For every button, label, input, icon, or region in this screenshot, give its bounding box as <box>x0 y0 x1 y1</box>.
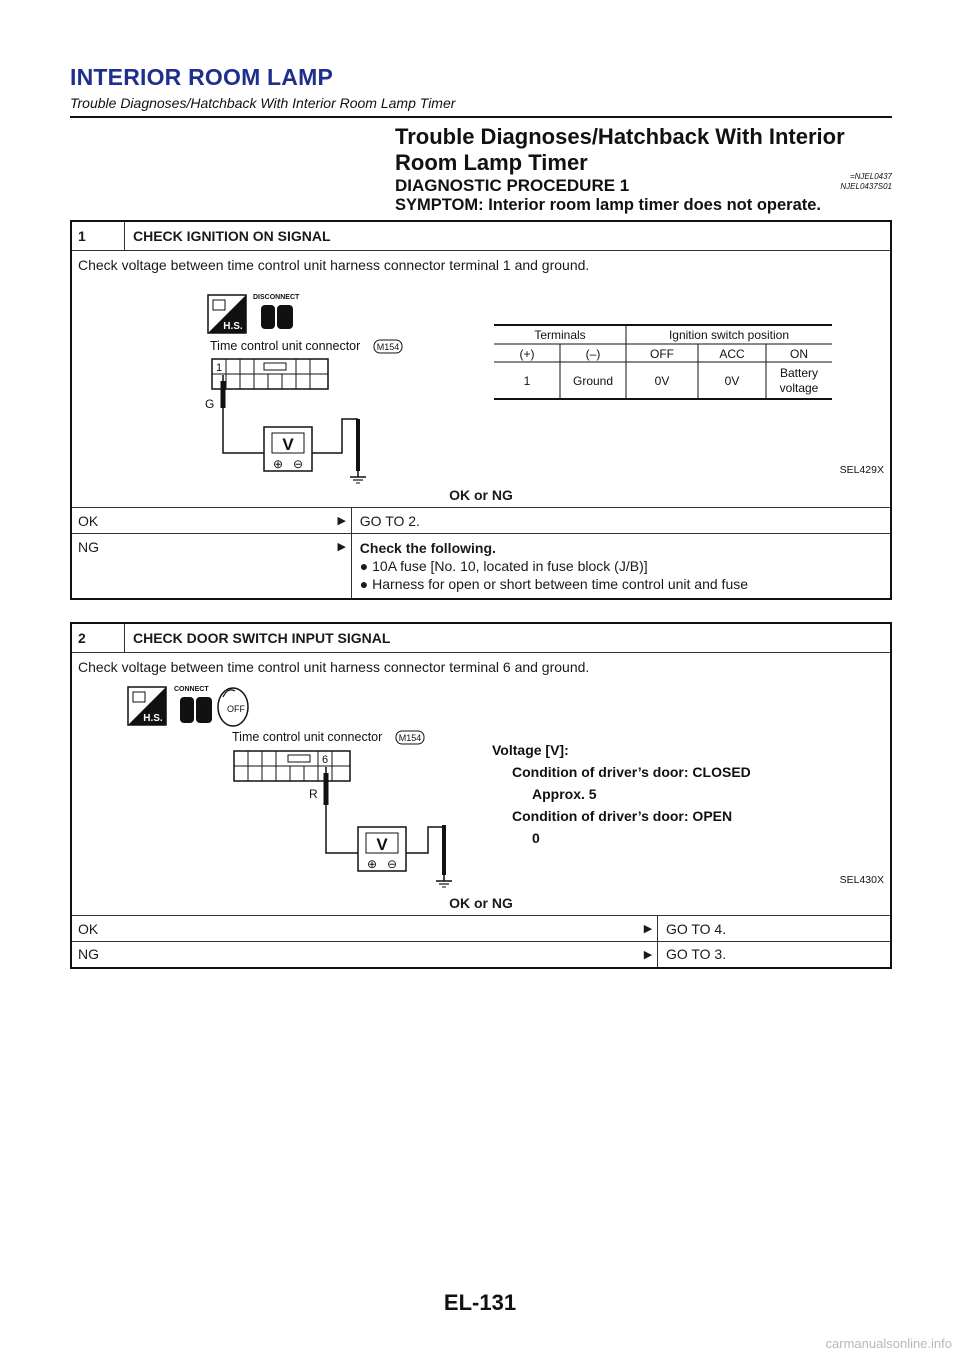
ng-check-title: Check the following. <box>359 540 496 556</box>
step-1-header <box>71 221 891 251</box>
ok-or-ng-label: OK or NG <box>449 487 513 503</box>
td-acc: 0V <box>724 374 740 388</box>
step-2-header <box>71 623 891 653</box>
arrow-right-icon: ▶ <box>333 508 352 534</box>
th-plus: (+) <box>519 347 535 361</box>
ground-symbol-icon <box>350 471 366 483</box>
ng-action: GO TO 3. <box>657 942 891 968</box>
step-2-figure <box>78 675 884 895</box>
connector-code: M154 <box>376 342 400 352</box>
meter-v: V <box>282 435 294 454</box>
hs-icon <box>208 295 246 333</box>
arrow-right-icon: ▶ <box>333 534 352 600</box>
arrow-right-icon: ▶ <box>639 916 658 942</box>
td-plus: 1 <box>523 374 531 388</box>
step-2-body <box>71 653 891 916</box>
disconnect-icon <box>253 294 300 329</box>
step-2-diagram <box>78 675 884 895</box>
procedure-code: NJEL0437S01 <box>840 182 892 191</box>
voltmeter-icon <box>358 827 406 871</box>
watermark: carmanualsonline.info <box>825 1336 952 1351</box>
voltage-spec <box>492 742 751 846</box>
connector-label: Time control unit connector <box>232 730 383 744</box>
procedure-heading <box>395 176 892 196</box>
hs-icon-label: H.S. <box>143 713 163 724</box>
ok-result: OK <box>71 508 333 534</box>
step-1-title: CHECK IGNITION ON SIGNAL <box>125 221 892 251</box>
disconnect-icon-label: DISCONNECT <box>253 294 300 301</box>
step-1-ng-row <box>71 534 891 600</box>
section-title <box>395 124 892 181</box>
closed-condition: Condition of driver’s door: CLOSED <box>512 764 751 780</box>
ok-action: GO TO 2. <box>351 508 891 534</box>
th-on: ON <box>790 347 808 361</box>
voltmeter-icon <box>264 427 312 471</box>
connector-m154 <box>212 359 328 389</box>
step-1-diagram <box>78 273 884 487</box>
hs-icon <box>128 687 166 725</box>
meter-v: V <box>376 835 388 854</box>
voltage-title: Voltage [V]: <box>492 742 569 758</box>
ng-result: NG <box>71 942 639 968</box>
figure-id: SEL429X <box>839 464 884 476</box>
th-acc: ACC <box>719 347 745 361</box>
hs-icon-label: H.S. <box>223 321 243 332</box>
th-ignition: Ignition switch position <box>668 328 790 342</box>
step-2-ng-row <box>71 942 891 968</box>
running-header-subtitle: Trouble Diagnoses/Hatchback With Interior Room Lamp Timer <box>70 95 456 111</box>
section-title-line2: Room Lamp Timer <box>395 150 588 175</box>
svg-text:⊕: ⊕ <box>366 857 378 871</box>
symptom-heading: SYMPTOM: Interior room lamp timer does not operate. <box>395 196 822 214</box>
ng-check-item-text: Harness for open or short between time control unit and fuse <box>372 576 749 592</box>
open-condition: Condition of driver’s door: OPEN <box>512 808 733 824</box>
ground-symbol-icon <box>436 875 452 887</box>
open-value: 0 <box>532 830 540 846</box>
connector-code: M154 <box>398 733 422 743</box>
step-1-instruction: Check voltage between time control unit harness connector terminal 1 and ground. <box>78 257 590 273</box>
td-off: 0V <box>654 374 670 388</box>
td-on-line2: voltage <box>779 381 819 395</box>
bullet-icon: ● <box>359 576 369 592</box>
step-2-instruction: Check voltage between time control unit harness connector terminal 6 and ground. <box>78 659 590 675</box>
ng-check-item <box>360 575 890 593</box>
wire-color: R <box>309 787 318 801</box>
th-terminals: Terminals <box>534 328 586 342</box>
closed-value: Approx. 5 <box>532 786 597 802</box>
arrow-right-icon: ▶ <box>639 942 658 968</box>
ng-check-item <box>360 557 890 575</box>
th-minus: (–) <box>585 347 601 361</box>
step-2-ok-row <box>71 916 891 942</box>
pin-label: 1 <box>216 362 223 374</box>
ok-or-ng-label: OK or NG <box>449 895 513 911</box>
off-icon-label: OFF <box>227 704 245 714</box>
step-2-number: 2 <box>71 623 125 653</box>
section-code: =NJEL0437 <box>849 172 892 181</box>
ignition-voltage-table <box>494 325 832 399</box>
svg-text:⊕: ⊕ <box>272 457 284 471</box>
ng-check-item-text: 10A fuse [No. 10, located in fuse block (J/B)] <box>372 558 648 574</box>
section-title-line1: Trouble Diagnoses/Hatchback With Interior <box>395 124 845 149</box>
pin-label: 6 <box>322 754 329 766</box>
svg-text:⊖: ⊖ <box>386 857 398 871</box>
header-rule <box>70 116 892 118</box>
svg-text:⊖: ⊖ <box>292 457 304 471</box>
connector-m154 <box>234 751 350 781</box>
procedure-title: DIAGNOSTIC PROCEDURE 1 <box>395 176 630 195</box>
ignition-off-icon <box>218 688 248 726</box>
step-1-ok-row <box>71 508 891 534</box>
step-2-title: CHECK DOOR SWITCH INPUT SIGNAL <box>125 623 892 653</box>
th-off: OFF <box>650 347 674 361</box>
td-minus: Ground <box>572 374 614 388</box>
connect-icon-label: CONNECT <box>174 686 209 693</box>
ok-action: GO TO 4. <box>657 916 891 942</box>
step-2-table <box>70 622 892 969</box>
ng-result: NG <box>71 534 333 600</box>
bullet-icon: ● <box>359 558 369 574</box>
wire-color: G <box>205 397 215 411</box>
step-1-body <box>71 251 891 508</box>
figure-id: SEL430X <box>839 874 884 886</box>
running-header-title: INTERIOR ROOM LAMP <box>70 64 333 90</box>
step-1-figure <box>78 273 884 487</box>
connector-label: Time control unit connector <box>210 339 361 353</box>
connect-icon <box>174 686 212 723</box>
td-on-line1: Battery <box>779 366 819 380</box>
step-1-number: 1 <box>71 221 125 251</box>
page-number: EL-131 <box>443 1290 517 1315</box>
ok-result: OK <box>71 916 639 942</box>
step-1-table <box>70 220 892 600</box>
